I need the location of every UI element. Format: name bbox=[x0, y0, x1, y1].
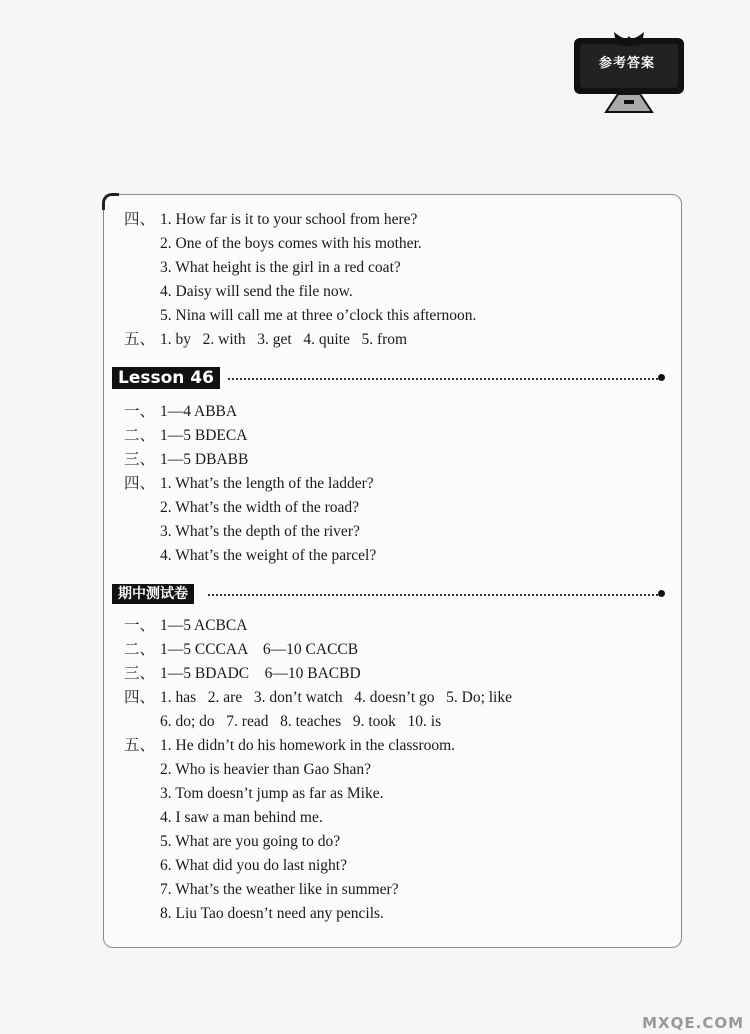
answer-line: 5. Nina will call me at three o’clock this afternoon. bbox=[160, 307, 477, 324]
answer-line: 6. What did you do last night? bbox=[160, 857, 347, 874]
answer-line: 3. What height is the girl in a red coat? bbox=[160, 259, 401, 276]
badge-text: 参考答案 bbox=[598, 56, 655, 71]
q2-prefix: 二、 bbox=[124, 427, 156, 444]
answer-line: 1—5 BDADC 6—10 BACBD bbox=[160, 665, 361, 682]
q1-prefix: 一、 bbox=[124, 617, 156, 634]
answer-line: 1—5 CCCAA 6—10 CACCB bbox=[160, 641, 359, 658]
answer-line: 1. has 2. are 3. don’t watch 4. doesn’t go 5. Do; like bbox=[160, 689, 512, 706]
q3-prefix: 三、 bbox=[124, 451, 156, 468]
answer-line: 1—5 DBABB bbox=[160, 451, 249, 468]
q5-prefix: 五、 bbox=[124, 737, 156, 754]
answer-line: 2. What’s the width of the road? bbox=[160, 499, 360, 516]
rule-end-dot bbox=[658, 590, 665, 597]
answer-line: 7. What’s the weather like in summer? bbox=[160, 881, 399, 898]
rule-end-dot bbox=[658, 374, 665, 381]
answer-line: 2. Who is heavier than Gao Shan? bbox=[160, 761, 372, 778]
section-header-lesson46 bbox=[112, 367, 668, 389]
answer-line: 1. He didn’t do his homework in the classroom. bbox=[160, 737, 456, 754]
dotted-rule bbox=[208, 594, 658, 596]
answer-line: 1. How far is it to your school from here? bbox=[160, 211, 418, 228]
answer-line: 4. What’s the weight of the parcel? bbox=[160, 547, 377, 564]
q1-prefix: 一、 bbox=[124, 403, 156, 420]
answer-key-badge bbox=[566, 30, 692, 114]
q4-prefix: 四、 bbox=[124, 475, 156, 492]
answer-line: 1—5 BDECA bbox=[160, 427, 248, 444]
answer-line: 2. One of the boys comes with his mother. bbox=[160, 235, 422, 252]
q4-prefix: 四、 bbox=[124, 689, 156, 706]
answer-line: 8. Liu Tao doesn’t need any pencils. bbox=[160, 905, 384, 922]
section-title: Lesson 46 bbox=[112, 367, 220, 389]
answer-line: 3. Tom doesn’t jump as far as Mike. bbox=[160, 785, 384, 802]
dotted-rule bbox=[228, 378, 658, 380]
q4-prefix: 四、 bbox=[124, 211, 156, 228]
answer-line: 5. What are you going to do? bbox=[160, 833, 341, 850]
q5-prefix: 五、 bbox=[124, 331, 156, 348]
answer-line: 4. Daisy will send the file now. bbox=[160, 283, 353, 300]
section-title: 期中测试卷 bbox=[112, 584, 194, 604]
answer-line: 4. I saw a man behind me. bbox=[160, 809, 323, 826]
answer-line: 6. do; do 7. read 8. teaches 9. took 10. is bbox=[160, 713, 442, 730]
answer-line: 1—4 ABBA bbox=[160, 403, 238, 420]
answer-line: 1. What’s the length of the ladder? bbox=[160, 475, 374, 492]
answer-line: 3. What’s the depth of the river? bbox=[160, 523, 360, 540]
section-header-midterm bbox=[112, 583, 668, 605]
answer-line: 1—5 ACBCA bbox=[160, 617, 248, 634]
q3-prefix: 三、 bbox=[124, 665, 156, 682]
answer-line: 1. by 2. with 3. get 4. quite 5. from bbox=[160, 331, 408, 348]
watermark-text: MXQE.COM bbox=[642, 1014, 744, 1032]
panel-corner bbox=[102, 193, 119, 210]
q2-prefix: 二、 bbox=[124, 641, 156, 658]
